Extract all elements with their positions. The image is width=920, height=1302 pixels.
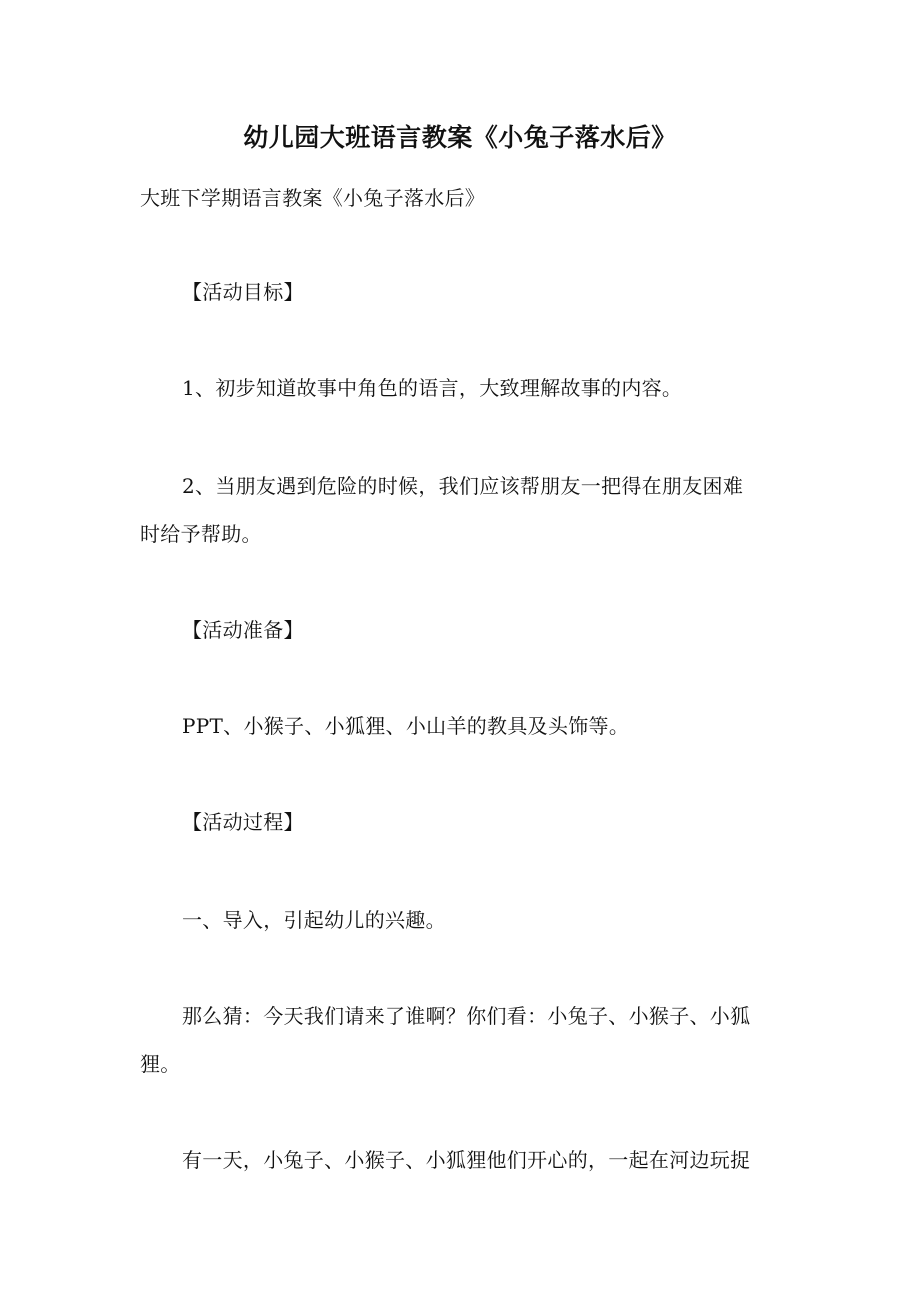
paragraph-materials: PPT、小猴子、小狐狸、小山羊的教具及头饰等。 xyxy=(182,714,630,738)
paragraph-step-1: 一、导入，引起幼儿的兴趣。 xyxy=(182,908,446,932)
paragraph-goal-2-line-2: 时给予帮助。 xyxy=(140,522,262,546)
section-heading-process: 【活动过程】 xyxy=(182,810,304,834)
document-title: 幼儿园大班语言教案《小兔子落水后》 xyxy=(243,123,677,152)
paragraph-guess-line-1: 那么猜：今天我们请来了谁啊？你们看：小兔子、小猴子、小狐 xyxy=(182,1004,751,1028)
paragraph-goal-1: 1、初步知道故事中角色的语言，大致理解故事的内容。 xyxy=(182,376,683,400)
section-heading-preparation: 【活动准备】 xyxy=(182,618,304,642)
section-heading-goals: 【活动目标】 xyxy=(182,280,304,304)
paragraph-guess-line-2: 狸。 xyxy=(140,1052,181,1076)
document-subtitle: 大班下学期语言教案《小兔子落水后》 xyxy=(140,186,486,210)
paragraph-goal-2-line-1: 2、当朋友遇到危险的时候，我们应该帮朋友一把得在朋友困难 xyxy=(182,474,744,498)
paragraph-story-line-1: 有一天，小兔子、小猴子、小狐狸他们开心的，一起在河边玩捉 xyxy=(182,1148,751,1172)
